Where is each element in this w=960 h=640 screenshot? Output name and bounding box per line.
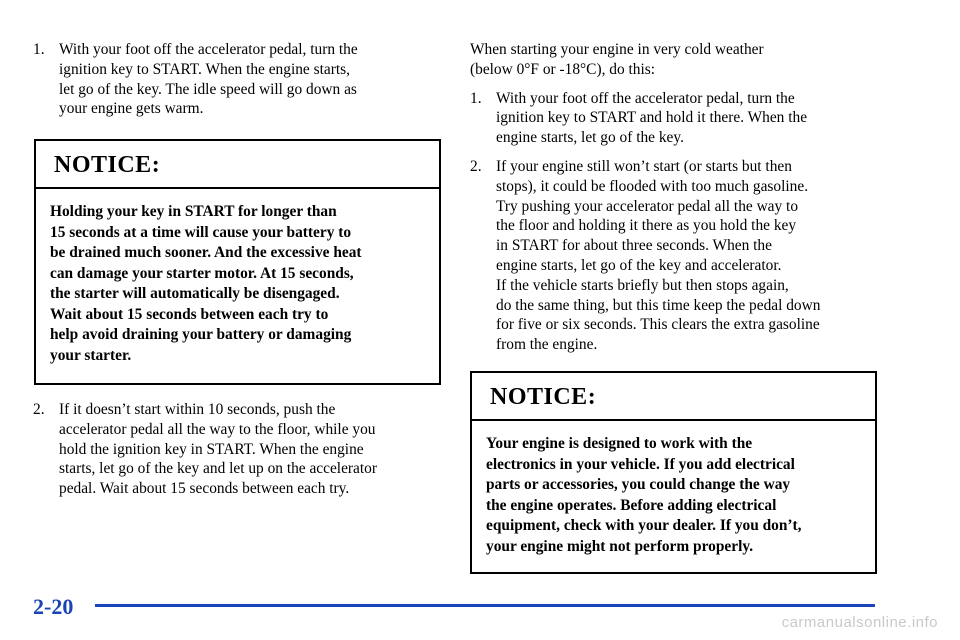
start-step-2 [33,400,443,499]
notice-line: 15 seconds at a time will cause your battery to [50,223,352,241]
notice-line: be drained much sooner. And the excessive heat [50,244,362,261]
notice-line: your starter. [50,346,132,364]
notice-body [36,189,439,366]
step-line: the floor and holding it there as you hold the key [496,217,797,235]
notice-line: electronics in your vehicle. If you add electrical [486,455,795,473]
notice-line: Holding your key in START for longer than [50,203,337,220]
step-line: ignition key to START and hold it there. When the [496,109,808,127]
step-line: With your foot off the accelerator pedal, turn the [496,89,795,107]
step-number: 1. [470,89,482,107]
step-line: in START for about three seconds. When the [496,237,772,255]
step-text [496,157,880,355]
notice-line: Your engine is designed to work with the [486,435,753,452]
step-number: 2. [470,157,482,175]
step-line: With your foot off the accelerator pedal, turn the [59,41,358,58]
step-number: 2. [33,401,45,418]
step-number: 1. [33,41,45,58]
step-line: If your engine still won’t start (or starts but then [496,157,792,175]
step-line: If it doesn’t start within 10 seconds, push the [59,401,336,418]
step-line: If the vehicle starts briefly but then stops again, [496,276,789,294]
step-line: starts, let go of the key and let up on the accelerator [59,460,377,478]
start-step-1 [33,40,443,119]
step-line: Try pushing your accelerator pedal all the way to [496,197,799,215]
notice-box-electronics [470,371,877,574]
step-line: do the same thing, but this time keep the pedal down [496,296,821,314]
step-line: from the engine. [496,336,598,354]
notice-line: your engine might not perform properly. [486,537,754,555]
step-line: engine starts, let go of the key and accelerator. [496,256,782,274]
step-line: accelerator pedal all the way to the floor, while you [59,420,376,438]
notice-line: help avoid draining your battery or damaging [50,326,352,343]
notice-title: NOTICE: [36,141,439,189]
notice-line: parts or accessories, you could change the way [486,476,791,493]
cold-weather-intro: When starting your engine in very cold weather [470,41,764,58]
step-line: hold the ignition key in START. When the engine [59,440,364,458]
left-column [33,40,443,119]
notice-line: Wait about 15 seconds between each try to [50,305,329,323]
step-line: engine starts, let go of the key. [496,129,684,147]
notice-box-starter [34,139,441,385]
step-line: ignition key to START. When the engine starts, [59,60,350,78]
step-line: let go of the key. The idle speed will go down as [59,80,357,98]
watermark-text: carmanualsonline.info [781,614,938,631]
page-number: 2-20 [33,594,74,619]
step-line: for five or six seconds. This clears the extra gasoline [496,316,820,334]
left-column-lower [33,400,443,499]
footer-divider [95,604,875,607]
notice-line: the starter will automatically be disengaged. [50,285,340,302]
step-text [59,400,443,499]
cold-weather-intro: (below 0°F or -18°C), do this: [470,60,656,78]
notice-line: the engine operates. Before adding electrical [486,496,777,514]
notice-line: equipment, check with your dealer. If you don’t, [486,517,802,534]
right-column [470,40,880,355]
step-line: pedal. Wait about 15 seconds between each try. [59,480,350,498]
step-text [59,40,443,119]
step-line: your engine gets warm. [59,100,204,118]
step-text [496,89,880,148]
notice-body [472,421,875,557]
cold-step-1 [470,89,880,148]
cold-step-2 [470,157,880,355]
notice-title: NOTICE: [472,373,875,421]
notice-line: can damage your starter motor. At 15 seconds, [50,264,354,282]
step-line: stops), it could be flooded with too much gasoline. [496,177,809,195]
